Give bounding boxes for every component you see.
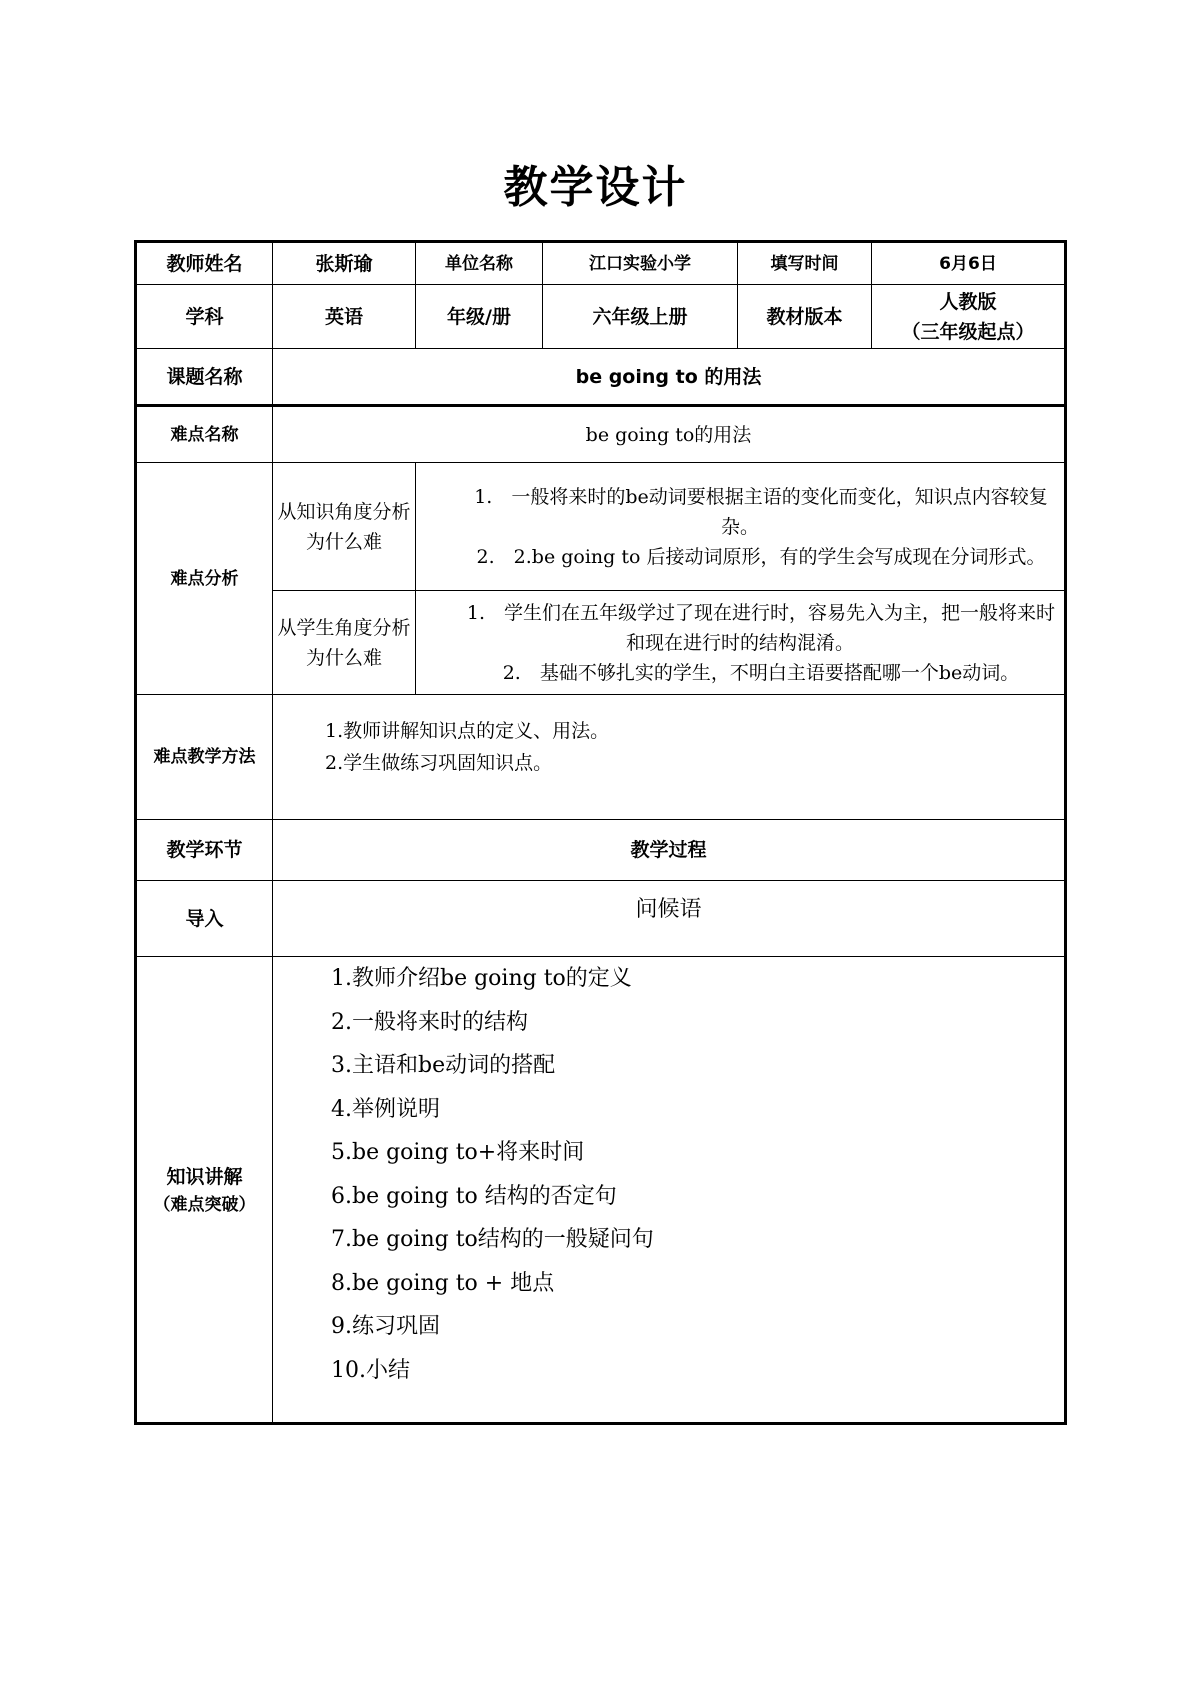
analysis-label: 难点分析 bbox=[136, 463, 273, 695]
knowledge-angle-points bbox=[416, 463, 1066, 591]
student-angle-label: 从学生角度分析为什么难 bbox=[273, 591, 416, 695]
teacher-value: 张斯瑜 bbox=[273, 242, 416, 285]
subject-value: 英语 bbox=[273, 285, 416, 349]
method-label: 难点教学方法 bbox=[136, 695, 273, 820]
process-header: 教学过程 bbox=[273, 820, 1066, 881]
knowledge-label-cell bbox=[136, 957, 273, 1424]
page-title: 教学设计 bbox=[503, 162, 688, 213]
unit-value: 江口实验小学 bbox=[543, 242, 738, 285]
grade-value: 六年级上册 bbox=[543, 285, 738, 349]
edition-value-line2: （三年级起点） bbox=[901, 320, 1035, 343]
edition-value bbox=[872, 285, 1066, 349]
knowledge-item: 3.主语和be动词的搭配 bbox=[331, 1053, 556, 1078]
student-angle-points bbox=[416, 591, 1066, 695]
edition-value-line1: 人教版 bbox=[939, 290, 997, 313]
knowledge-point: 2. 2.be going to 后接动词原形，有的学生会写成现在分词形式。 bbox=[476, 545, 1046, 568]
knowledge-item: 4.举例说明 bbox=[331, 1096, 440, 1122]
knowledge-label: 知识讲解 bbox=[166, 1165, 243, 1188]
method-content bbox=[273, 695, 1066, 820]
lesson-design-table bbox=[134, 240, 1067, 1425]
student-point: 2. 基础不够扎实的学生，不明白主语要搭配哪一个be动词。 bbox=[502, 661, 1020, 684]
difficulty-value: be going to的用法 bbox=[273, 406, 1066, 463]
knowledge-item: 8.be going to + 地点 bbox=[331, 1270, 555, 1296]
date-value: 6月6日 bbox=[872, 242, 1066, 285]
intro-value: 问候语 bbox=[273, 881, 1066, 957]
knowledge-item: 1.教师介绍be going to的定义 bbox=[331, 966, 632, 991]
topic-value: be going to 的用法 bbox=[273, 349, 1066, 406]
method-item: 2.学生做练习巩固知识点。 bbox=[325, 752, 553, 774]
method-item: 1.教师讲解知识点的定义、用法。 bbox=[325, 720, 610, 742]
knowledge-item: 7.be going to结构的一般疑问句 bbox=[331, 1227, 654, 1252]
student-point: 1. 学生们在五年级学过了现在进行时，容易先入为主，把一般将来时和现在进行时的结构混淆。 bbox=[466, 601, 1056, 654]
knowledge-sublabel: （难点突破） bbox=[153, 1194, 256, 1215]
knowledge-point: 1. 一般将来时的be动词要根据主语的变化而变化，知识点内容较复杂。 bbox=[474, 485, 1048, 538]
subject-label: 学科 bbox=[136, 285, 273, 349]
grade-label: 年级/册 bbox=[416, 285, 543, 349]
unit-label: 单位名称 bbox=[416, 242, 543, 285]
knowledge-item: 5.be going to+将来时间 bbox=[331, 1140, 585, 1165]
difficulty-label: 难点名称 bbox=[136, 406, 273, 463]
knowledge-content bbox=[273, 957, 1066, 1424]
stage-header: 教学环节 bbox=[136, 820, 273, 881]
topic-label: 课题名称 bbox=[136, 349, 273, 406]
knowledge-item: 6.be going to 结构的否定句 bbox=[331, 1183, 617, 1209]
intro-label: 导入 bbox=[136, 881, 273, 957]
knowledge-angle-label: 从知识角度分析为什么难 bbox=[273, 463, 416, 591]
edition-label: 教材版本 bbox=[738, 285, 872, 349]
date-label: 填写时间 bbox=[738, 242, 872, 285]
teacher-label: 教师姓名 bbox=[136, 242, 273, 285]
knowledge-item: 2.一般将来时的结构 bbox=[331, 1009, 528, 1035]
knowledge-item: 10.小结 bbox=[331, 1357, 410, 1383]
knowledge-item: 9.练习巩固 bbox=[331, 1314, 440, 1339]
